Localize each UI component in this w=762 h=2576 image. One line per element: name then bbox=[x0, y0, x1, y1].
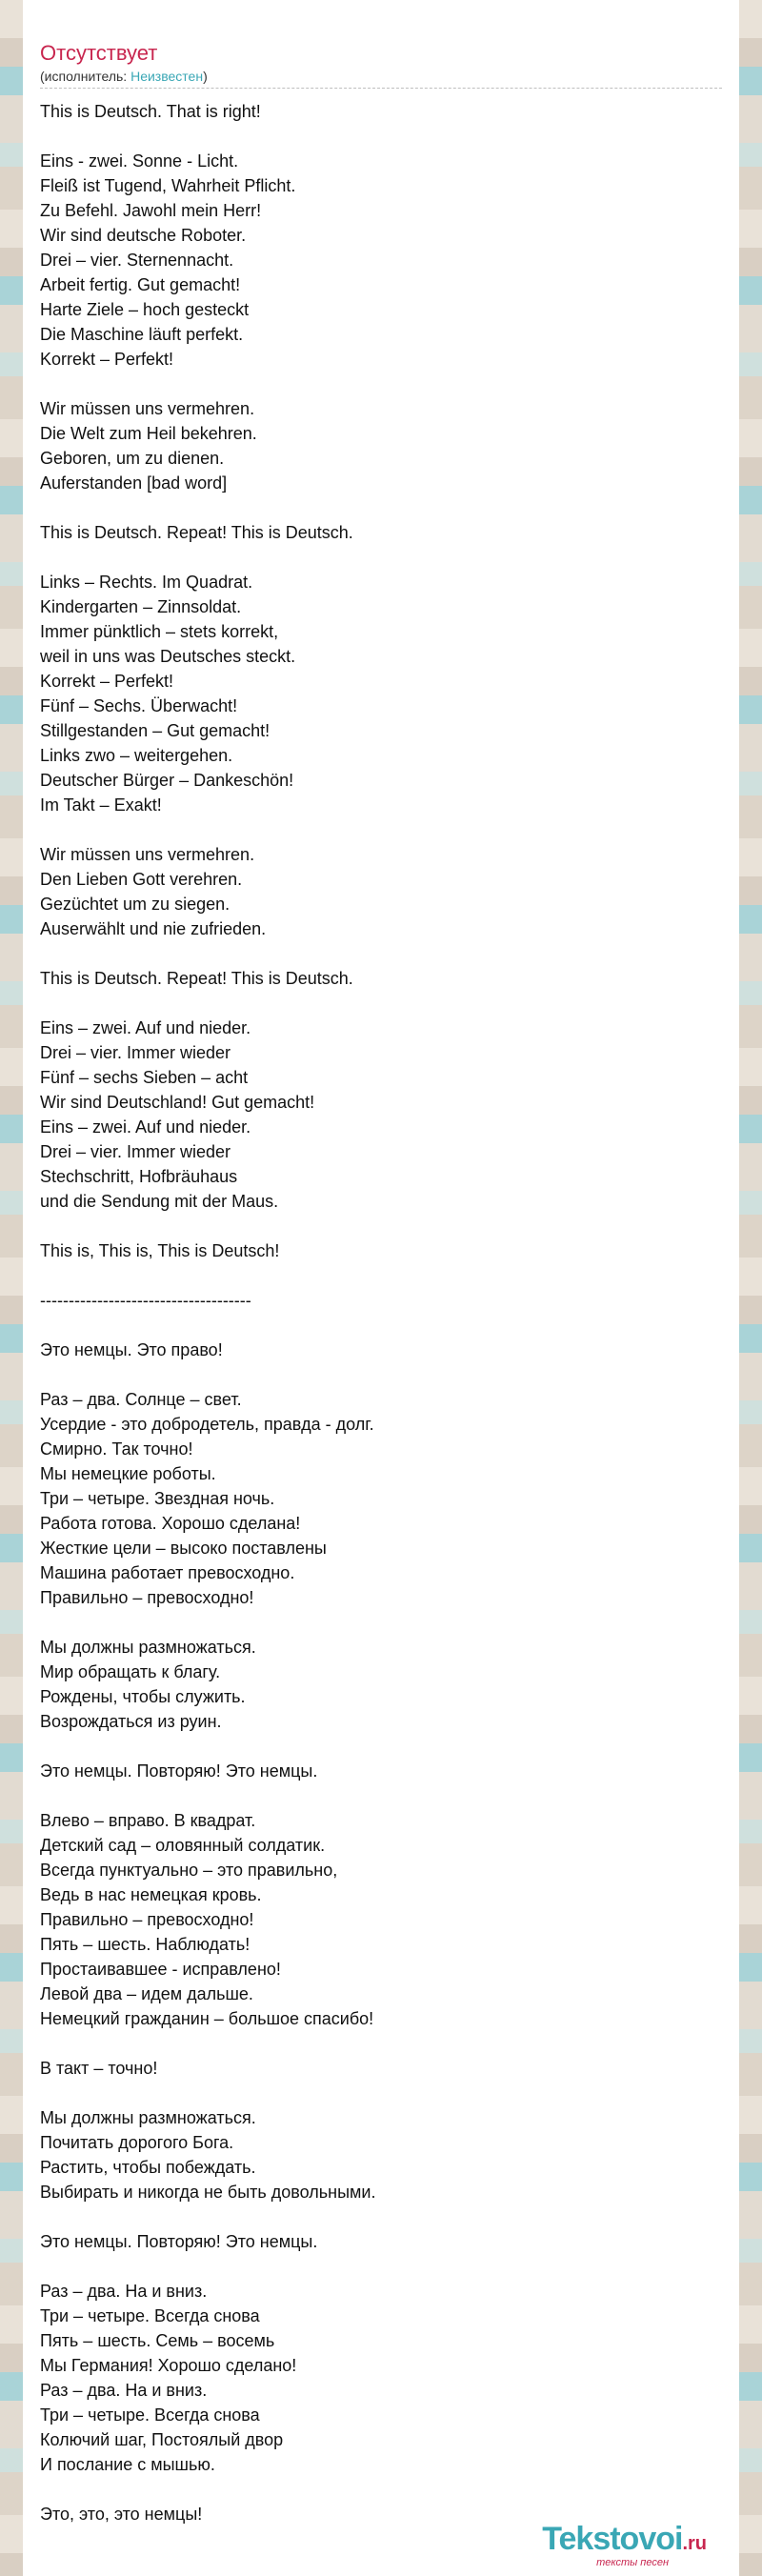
lyrics-line: Stechschritt, Hofbräuhaus bbox=[40, 1167, 238, 1186]
site-logo[interactable] bbox=[542, 2522, 707, 2568]
lyrics-line: Это немцы. Повторяю! Это немцы. bbox=[40, 2232, 318, 2251]
lyrics-blank-line bbox=[40, 1362, 722, 1387]
lyrics-line: Правильно – превосходно! bbox=[40, 1588, 254, 1607]
lyrics-line: Wir müssen uns vermehren. bbox=[40, 845, 255, 864]
lyrics-line: Раз – два. Солнце – свет. bbox=[40, 1390, 242, 1409]
lyrics-line: Die Welt zum Heil bekehren. bbox=[40, 424, 257, 443]
lyrics-line: Eins – zwei. Auf und nieder. bbox=[40, 1018, 251, 1037]
lyrics-line: Рождены, чтобы служить. bbox=[40, 1687, 246, 1706]
performer-suffix: ) bbox=[203, 69, 208, 84]
lyrics-line: Мир обращать к благу. bbox=[40, 1662, 221, 1681]
lyrics-blank-line bbox=[40, 2477, 722, 2502]
performer-link[interactable]: Неизвестен bbox=[130, 69, 204, 84]
lyrics-line: Смирно. Так точно! bbox=[40, 1439, 193, 1459]
lyrics-line: Links – Rechts. Im Quadrat. bbox=[40, 573, 253, 592]
lyrics-line: Раз – два. На и вниз. bbox=[40, 2381, 208, 2400]
lyrics-line: Мы должны размножаться. bbox=[40, 2108, 256, 2127]
lyrics-line: Раз – два. На и вниз. bbox=[40, 2282, 208, 2301]
lyrics-line: Eins – zwei. Auf und nieder. bbox=[40, 1117, 251, 1137]
lyrics-blank-line bbox=[40, 124, 722, 149]
lyrics-line: И послание с мышью. bbox=[40, 2455, 215, 2474]
song-header bbox=[40, 40, 722, 85]
lyrics-line: Den Lieben Gott verehren. bbox=[40, 870, 243, 889]
lyrics-line: Korrekt – Perfekt! bbox=[40, 350, 174, 369]
lyrics-blank-line bbox=[40, 941, 722, 966]
logo-tld: .ru bbox=[682, 2533, 707, 2554]
lyrics-line: Geboren, um zu dienen. bbox=[40, 449, 225, 468]
logo-tagline: тексты песен bbox=[596, 2557, 669, 2568]
lyrics-line: Arbeit fertig. Gut gemacht! bbox=[40, 275, 241, 294]
lyrics-line: Gezüchtet um zu siegen. bbox=[40, 895, 231, 914]
lyrics-line: This is Deutsch. That is right! bbox=[40, 102, 261, 121]
lyrics-blank-line bbox=[40, 1263, 722, 1288]
lyrics-blank-line bbox=[40, 1734, 722, 1759]
lyrics-blank-line bbox=[40, 2081, 722, 2105]
lyrics-line: Жесткие цели – высоко поставлены bbox=[40, 1539, 327, 1558]
lyrics-line: Fleiß ist Tugend, Wahrheit Pflicht. bbox=[40, 176, 296, 195]
lyrics-line: This is, This is, This is Deutsch! bbox=[40, 1241, 280, 1260]
lyrics-line: Harte Ziele – hoch gesteckt bbox=[40, 300, 250, 319]
lyrics-blank-line bbox=[40, 991, 722, 1016]
lyrics-line: Возрождаться из руин. bbox=[40, 1712, 222, 1731]
logo-wordmark bbox=[542, 2522, 707, 2561]
lyrics-line: Korrekt – Perfekt! bbox=[40, 672, 174, 691]
lyrics-blank-line bbox=[40, 372, 722, 396]
lyrics-line: Stillgestanden – Gut gemacht! bbox=[40, 721, 271, 740]
lyrics-line: Drei – vier. Sternennacht. bbox=[40, 251, 234, 270]
performer-prefix: (исполнитель: bbox=[40, 69, 131, 84]
lyrics-line: Левой два – идем дальше. bbox=[40, 1984, 253, 2003]
lyrics-line: Ведь в нас немецкая кровь. bbox=[40, 1885, 262, 1904]
lyrics-line: В такт – точно! bbox=[40, 2059, 158, 2078]
lyrics-line: Простаивавшее - исправлено! bbox=[40, 1960, 281, 1979]
lyrics-line: und die Sendung mit der Maus. bbox=[40, 1192, 279, 1211]
lyrics-line: This is Deutsch. Repeat! This is Deutsch. bbox=[40, 969, 353, 988]
lyrics-line: Мы Германия! Хорошо сделано! bbox=[40, 2356, 297, 2375]
lyrics-line: Мы должны размножаться. bbox=[40, 1638, 256, 1657]
lyrics-line: Пять – шесть. Наблюдать! bbox=[40, 1935, 251, 1954]
lyrics-line: Fünf – Sechs. Überwacht! bbox=[40, 696, 238, 715]
lyrics-line: Links zwo – weitergehen. bbox=[40, 746, 233, 765]
lyrics-line: Всегда пунктуально – это правильно, bbox=[40, 1861, 338, 1880]
lyrics-line: Усердие - это добродетель, правда - долг. bbox=[40, 1415, 374, 1434]
lyrics-line: Три – четыре. Всегда снова bbox=[40, 2405, 260, 2425]
performer-line bbox=[40, 68, 722, 85]
lyrics-blank-line bbox=[40, 2204, 722, 2229]
lyrics-line: Это немцы. Повторяю! Это немцы. bbox=[40, 1761, 318, 1781]
lyrics-line: Детский сад – оловянный солдатик. bbox=[40, 1836, 326, 1855]
lyrics-line: weil in uns was Deutsches steckt. bbox=[40, 647, 296, 666]
lyrics-line: Immer pünktlich – stets korrekt, bbox=[40, 622, 279, 641]
logo-name: Tekstovoi bbox=[542, 2521, 683, 2557]
lyrics-line: Растить, чтобы побеждать. bbox=[40, 2158, 256, 2177]
lyrics-blank-line bbox=[40, 1783, 722, 1808]
lyrics-line: Машина работает превосходно. bbox=[40, 1563, 295, 1582]
lyrics-line: Влево – вправо. В квадрат. bbox=[40, 1811, 256, 1830]
lyrics-line: Это, это, это немцы! bbox=[40, 2505, 203, 2524]
lyrics-line: Это немцы. Это право! bbox=[40, 1340, 223, 1359]
lyrics-line: Мы немецкие роботы. bbox=[40, 1464, 216, 1483]
lyrics-blank-line bbox=[40, 1214, 722, 1238]
lyrics-line: Wir müssen uns vermehren. bbox=[40, 399, 255, 418]
lyrics-blank-line bbox=[40, 2031, 722, 2056]
lyrics-line: Почитать дорогого Бога. bbox=[40, 2133, 234, 2152]
lyrics-line: Немецкий гражданин – большое спасибо! bbox=[40, 2009, 374, 2028]
lyrics-line: Eins - zwei. Sonne - Licht. bbox=[40, 151, 239, 171]
lyrics-line: Drei – vier. Immer wieder bbox=[40, 1043, 231, 1062]
lyrics-line: Auferstanden [bad word] bbox=[40, 473, 228, 493]
lyrics-line: Пять – шесть. Семь – восемь bbox=[40, 2331, 275, 2350]
lyrics-blank-line bbox=[40, 2254, 722, 2279]
lyrics-line: Kindergarten – Zinnsoldat. bbox=[40, 597, 242, 616]
lyrics-line: Работа готова. Хорошо сделана! bbox=[40, 1514, 301, 1533]
lyrics-line: Wir sind Deutschland! Gut gemacht! bbox=[40, 1093, 315, 1112]
header-divider bbox=[40, 88, 722, 89]
lyrics-blank-line bbox=[40, 495, 722, 520]
lyrics-line: Drei – vier. Immer wieder bbox=[40, 1142, 231, 1161]
lyrics-line: Deutscher Bürger – Dankeschön! bbox=[40, 771, 294, 790]
lyrics-body bbox=[40, 99, 722, 2526]
lyrics-blank-line bbox=[40, 1313, 722, 1338]
lyrics-blank-line bbox=[40, 1610, 722, 1635]
lyrics-line: Wir sind deutsche Roboter. bbox=[40, 226, 247, 245]
lyrics-blank-line bbox=[40, 817, 722, 842]
lyrics-line: Im Takt – Exakt! bbox=[40, 795, 162, 815]
lyrics-line: Правильно – превосходно! bbox=[40, 1910, 254, 1929]
lyrics-blank-line bbox=[40, 545, 722, 570]
page-sheet bbox=[23, 0, 739, 2576]
lyrics-line: Три – четыре. Звездная ночь. bbox=[40, 1489, 275, 1508]
lyrics-line: Выбирать и никогда не быть довольными. bbox=[40, 2183, 376, 2202]
lyrics-line: Колючий шаг, Постоялый двор bbox=[40, 2430, 284, 2449]
song-title: Отсутствует bbox=[40, 41, 158, 65]
lyrics-line: Die Maschine läuft perfekt. bbox=[40, 325, 244, 344]
lyrics-line: This is Deutsch. Repeat! This is Deutsch. bbox=[40, 523, 353, 542]
lyrics-line: Три – четыре. Всегда снова bbox=[40, 2306, 260, 2325]
lyrics-line: Auserwählt und nie zufrieden. bbox=[40, 919, 267, 938]
lyrics-line: Fünf – sechs Sieben – acht bbox=[40, 1068, 249, 1087]
lyrics-line: Zu Befehl. Jawohl mein Herr! bbox=[40, 201, 262, 220]
lyrics-line: ------------------------------------- bbox=[40, 1291, 251, 1310]
